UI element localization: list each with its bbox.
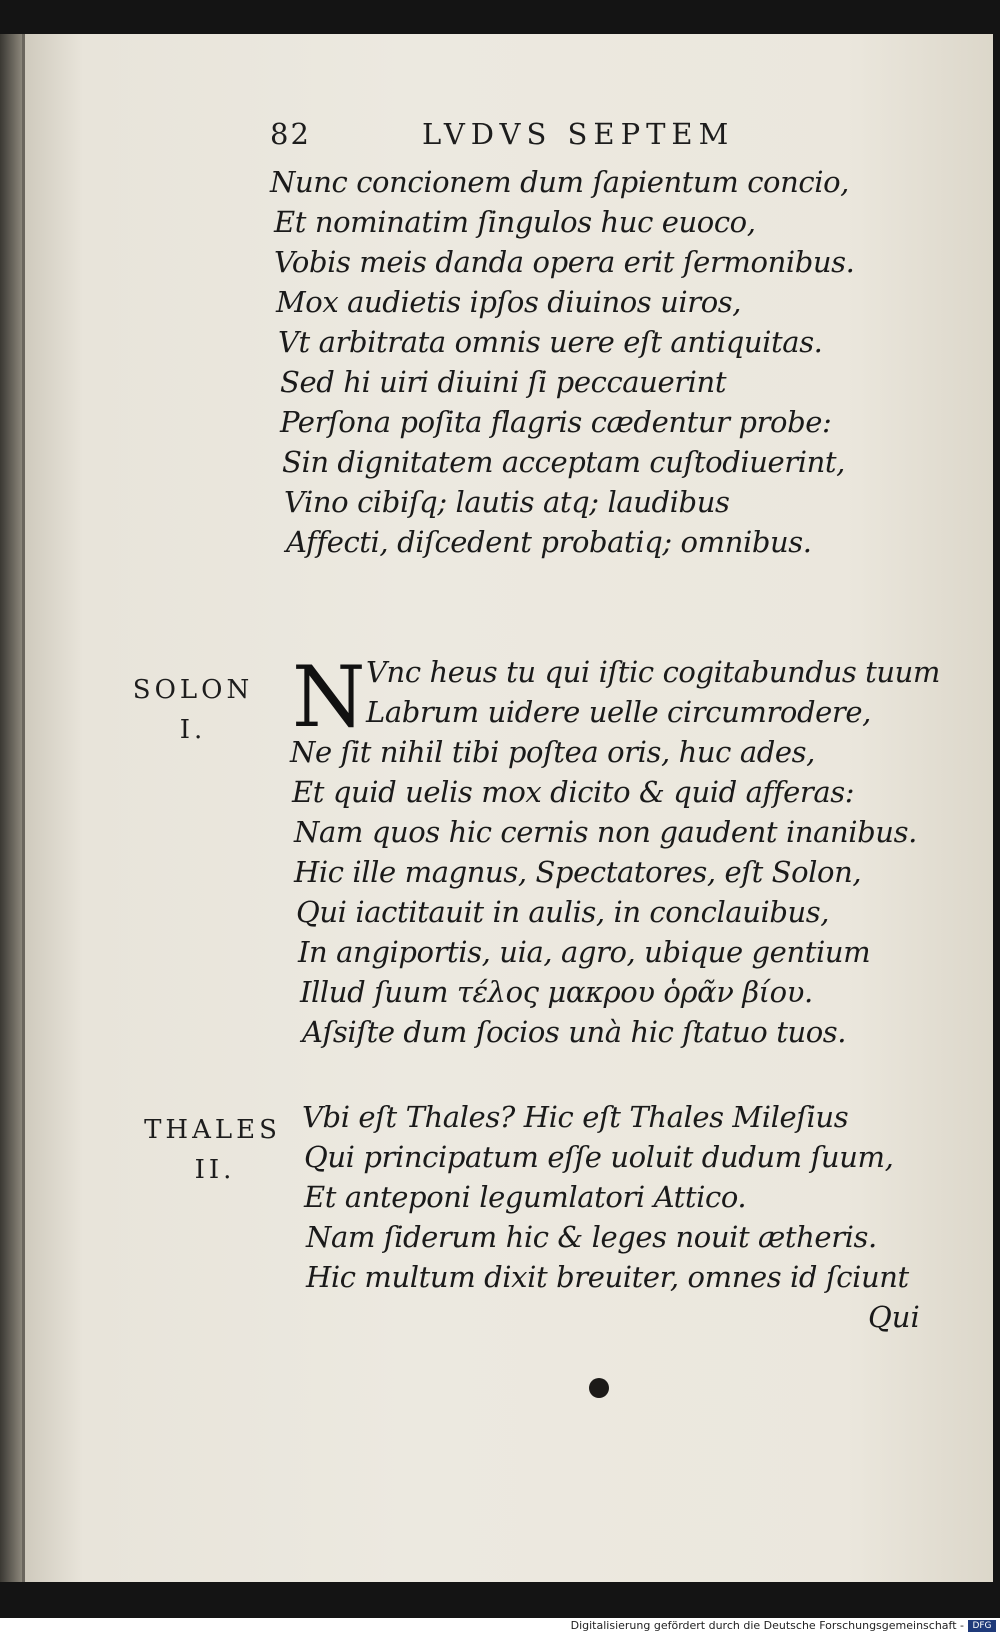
verse-line: Nunc concionem dum ſapientum concio,: [270, 165, 849, 199]
verse-line: Nam quos hic cernis non gaudent inanibus.: [294, 815, 917, 849]
verse-line: Sin dignitatem acceptam cuſtodiuerint,: [282, 445, 845, 479]
footer-bar: [0, 1618, 1000, 1635]
speaker-name-thales: THALES: [144, 1115, 281, 1145]
verse-line: Et nominatim ſingulos huc euoco,: [274, 205, 756, 239]
footer-credit: Digitalisierung gefördert durch die Deutsche Forschungsgemeinschaft -: [570, 1619, 964, 1632]
speaker-number-thales: II.: [194, 1155, 236, 1185]
verse-line: Vt arbitrata omnis uere eſt antiquitas.: [278, 325, 823, 359]
verse-line: Hic ille magnus, Spectatores, eſt Solon,: [294, 855, 862, 889]
book-gutter: [0, 34, 22, 1582]
verse-line: Sed hi uiri diuini ſi peccauerint: [280, 365, 727, 399]
speaker-name-solon: SOLON: [132, 675, 254, 705]
verse-line: Vino cibiſq; lautis atq; laudibus: [284, 485, 730, 519]
ink-blot: [589, 1378, 609, 1398]
verse-line: Nam ſiderum hic & leges nouit ætheris.: [306, 1220, 877, 1254]
page-number: 82: [270, 117, 311, 151]
running-title: LVDVS SEPTEM: [422, 117, 735, 151]
verse-line: Qui iactitauit in aulis, in conclauibus,: [296, 895, 830, 929]
verse-line: Vbi eſt Thales? Hic eſt Thales Mileſius: [302, 1100, 849, 1134]
verse-line: Vobis meis danda opera erit ſermonibus.: [274, 245, 855, 279]
verse-line: Vnc heus tu qui iſtic cogitabundus tuum: [366, 655, 941, 689]
speaker-number-solon: I.: [179, 715, 207, 745]
verse-line: Aſsiſte dum ſocios unà hic ſtatuo tuos.: [302, 1015, 847, 1049]
verse-line: In angiportis, uia, agro, ubique gentium: [298, 935, 871, 969]
verse-line: Labrum uidere uelle circumrodere,: [366, 695, 871, 729]
verse-line: Affecti, diſcedent probatiq; omnibus.: [286, 525, 812, 559]
verse-line: Illud ſuum τέλος μακρου ὁρᾶν βίου.: [300, 975, 813, 1009]
verse-line: Et quid uelis mox dicito & quid afferas:: [292, 775, 855, 809]
verse-line: Et anteponi legumlatori Attico.: [304, 1180, 747, 1214]
drop-cap: N: [292, 648, 366, 746]
verse-line: Hic multum dixit breuiter, omnes id ſciunt: [306, 1260, 909, 1294]
page-header: [270, 117, 770, 157]
verse-line: Mox audietis ipſos diuinos uiros,: [276, 285, 742, 319]
verse-line: Qui principatum eſſe uoluit dudum ſuum,: [304, 1140, 894, 1174]
catchword: Qui: [868, 1300, 920, 1334]
verse-line: Perſona poſita flagris cædentur probe:: [280, 405, 832, 439]
verse-line: Ne ſit nihil tibi poſtea oris, huc ades,: [290, 735, 815, 769]
dfg-logo-icon: DFG: [968, 1620, 996, 1632]
